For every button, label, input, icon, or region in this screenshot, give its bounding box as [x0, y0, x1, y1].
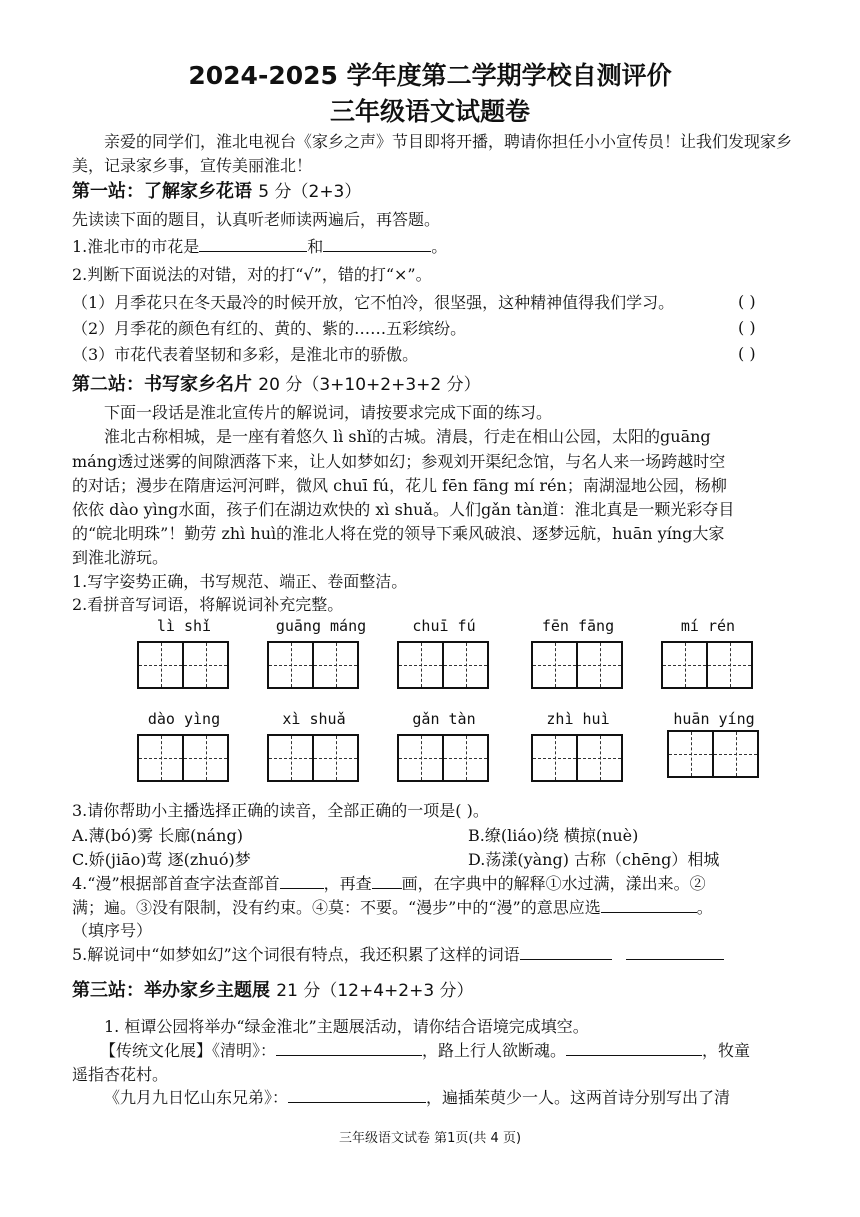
station3-points: 21 分（12+4+2+3 分）	[276, 981, 474, 1001]
writing-cell[interactable]	[712, 730, 759, 778]
s2-q4-line2	[72, 897, 713, 918]
s2-q4-blank-radical[interactable]	[280, 874, 324, 889]
station1-heading	[72, 177, 361, 203]
station2-title: 第二站：书写家乡名片	[72, 374, 252, 395]
writing-cell[interactable]	[442, 734, 489, 782]
writing-cell[interactable]	[442, 641, 489, 689]
writing-cell[interactable]	[706, 641, 753, 689]
page-footer: 三年级语文试卷 第1页(共 4 页)	[338, 1131, 522, 1146]
writing-cell[interactable]	[661, 641, 708, 689]
s1-q1	[72, 236, 447, 257]
s3-l3-text-a: 《九月九日忆山东兄弟》：	[104, 1088, 289, 1107]
intro-paragraph: 亲爱的同学们，淮北电视台《家乡之声》节目即将开播，聘请你担任小小宣传员！让我们发现家乡美，记录家乡事，宣传美丽淮北！	[72, 132, 793, 175]
s2-q4-line3: （填序号）	[72, 921, 153, 940]
s1-q1-blank2[interactable]	[323, 237, 431, 252]
passage-line-4: 依依 dào yìng水面，孩子们在湖边欢快的 xì shuǎ。人们gǎn tàn道：淮北真是一颗光彩夺目	[72, 500, 735, 519]
s2-q4-blank-strokes[interactable]	[372, 874, 402, 889]
pinyin-word	[137, 617, 231, 693]
s1-item-1: （1）月季花只在冬天最冷的时候开放，它不怕冷，很坚强，这种精神值得我们学习。	[72, 293, 675, 312]
s2-q3-option-c[interactable]: C.娇(jiāo)莺 逐(zhuó)梦	[72, 850, 251, 869]
s1-q1-period: 。	[431, 237, 448, 256]
s2-q4-text-b: ，再查	[323, 874, 372, 893]
station3-title: 第三站：举办家乡主题展	[72, 980, 270, 1001]
writing-cell[interactable]	[531, 641, 578, 689]
s1-item-3-answer[interactable]: ( )	[738, 344, 756, 363]
pinyin-label: gǎn tàn	[412, 710, 476, 728]
pinyin-word	[667, 710, 761, 786]
station2-heading	[72, 370, 481, 396]
pinyin-label: huān yíng	[673, 710, 755, 728]
s2-q3-option-d[interactable]: D.荡漾(yàng) 古称（chēng）相城	[468, 850, 720, 869]
station2-intro: 下面一段话是淮北宣传片的解说词，请按要求完成下面的练习。	[104, 403, 553, 422]
s2-q3-option-b[interactable]: B.缭(liáo)绕 横掠(nuè)	[468, 826, 639, 845]
exam-title-line1: 2024-2025 学年度第二学期学校自测评价	[188, 61, 672, 90]
s1-item-1-answer[interactable]: ( )	[738, 292, 756, 311]
s3-l1-text-c: ，牧童	[702, 1041, 751, 1060]
s1-q2: 2.判断下面说法的对错，对的打“√”，错的打“×”。	[72, 265, 432, 284]
pinyin-label: xì shuǎ	[282, 710, 346, 728]
writing-cell[interactable]	[576, 734, 623, 782]
writing-cell[interactable]	[531, 734, 578, 782]
station1-instruction: 先读读下面的题目，认真听老师读两遍后，再答题。	[72, 210, 441, 229]
passage-line-5: 的“皖北明珠”！勤劳 zhì huì的淮北人将在党的领导下乘风破浪、逐梦远航，huān yíng大家	[72, 524, 725, 543]
pinyin-word	[661, 617, 755, 693]
s3-blank2[interactable]	[566, 1041, 702, 1056]
s2-q1: 1.写字姿势正确，书写规范、端正、卷面整洁。	[72, 572, 408, 591]
s2-q4-line1	[72, 873, 706, 894]
station1-title: 第一站：了解家乡花语	[72, 181, 252, 202]
s3-l3-text-b: ，遍插茱萸少一人。这两首诗分别写出了清	[426, 1088, 731, 1107]
pinyin-label: chuī fú	[412, 617, 476, 635]
writing-cell[interactable]	[397, 641, 444, 689]
pinyin-label: mí rén	[680, 617, 736, 635]
pinyin-label: guāng máng	[275, 617, 367, 635]
pinyin-word	[397, 617, 491, 693]
station2-points: 20 分（3+10+2+3+2 分）	[258, 375, 481, 395]
writing-cell[interactable]	[267, 734, 314, 782]
s2-q5-blank2[interactable]	[626, 945, 724, 960]
writing-cell[interactable]	[312, 641, 359, 689]
s2-q4-text-d: 满；遍。③没有限制，没有约束。④莫：不要。“漫步”中的“漫”的意思应选	[72, 898, 601, 917]
pinyin-label: zhì huì	[546, 710, 610, 728]
writing-cell[interactable]	[397, 734, 444, 782]
station1-points: 5 分（2+3）	[258, 182, 362, 202]
s2-q4-text-c: 画，在字典中的解释①水过满，漾出来。②	[401, 874, 706, 893]
pinyin-word	[267, 710, 361, 786]
s3-blank3[interactable]	[288, 1088, 426, 1103]
s2-q4-text-a: 4.“漫”根据部首查字法查部首	[72, 874, 280, 893]
writing-cell[interactable]	[267, 641, 314, 689]
pinyin-word	[531, 617, 625, 693]
writing-cell[interactable]	[667, 730, 714, 778]
s1-q1-and: 和	[307, 237, 324, 256]
s2-q4-period: 。	[696, 898, 713, 917]
writing-cell[interactable]	[576, 641, 623, 689]
writing-cell[interactable]	[182, 734, 229, 782]
s3-l1-text-b: ，路上行人欲断魂。	[422, 1041, 567, 1060]
pinyin-label: lì shǐ	[156, 617, 212, 635]
s2-q5	[72, 944, 724, 965]
s3-line3	[104, 1087, 730, 1108]
s2-q4-blank-meaning[interactable]	[601, 898, 697, 913]
s3-blank1[interactable]	[276, 1041, 422, 1056]
pinyin-label: dào yìng	[147, 710, 221, 728]
writing-cell[interactable]	[182, 641, 229, 689]
writing-cell[interactable]	[312, 734, 359, 782]
s3-q1: 1. 桓谭公园将举办“绿金淮北”主题展活动，请你结合语境完成填空。	[104, 1017, 589, 1036]
pinyin-word	[397, 710, 491, 786]
s1-item-2-answer[interactable]: ( )	[738, 318, 756, 337]
writing-cell[interactable]	[137, 641, 184, 689]
s2-q2: 2.看拼音写词语，将解说词补充完整。	[72, 595, 344, 614]
s3-line2: 遥指杏花村。	[72, 1065, 169, 1084]
s2-q3: 3.请你帮助小主播选择正确的读音，全部正确的一项是( )。	[72, 801, 489, 820]
pinyin-word	[267, 617, 367, 693]
s3-l1-text-a: 【传统文化展】《清明》：	[100, 1041, 277, 1060]
passage-line-1: 淮北古称相城，是一座有着悠久 lì shǐ的古城。清晨，行走在相山公园，太阳的guāng	[104, 427, 711, 446]
s1-item-3: （3）市花代表着坚韧和多彩，是淮北市的骄傲。	[72, 345, 419, 364]
writing-cell[interactable]	[137, 734, 184, 782]
s2-q3-option-a[interactable]: A.薄(bó)雾 长廊(náng)	[72, 826, 243, 845]
s1-item-2: （2）月季花的颜色有红的、黄的、紫的……五彩缤纷。	[72, 319, 467, 338]
s1-q1-text: 1.淮北市的市花是	[72, 237, 200, 256]
passage-line-2: máng透过迷雾的间隙洒落下来，让人如梦如幻；参观刘开渠纪念馆，与名人来一场跨越时空	[72, 452, 726, 471]
station3-heading	[72, 976, 474, 1002]
s2-q5-text: 5.解说词中“如梦如幻”这个词很有特点，我还积累了这样的词语	[72, 945, 520, 964]
s3-line1	[100, 1040, 750, 1061]
s2-q5-blank1[interactable]	[520, 945, 612, 960]
pinyin-word	[531, 710, 625, 786]
passage-line-6: 到淮北游玩。	[72, 548, 169, 567]
pinyin-label: fēn fāng	[541, 617, 615, 635]
exam-title-line2: 三年级语文试题卷	[329, 97, 530, 126]
s1-q1-blank1[interactable]	[199, 237, 307, 252]
passage-line-3: 的对话；漫步在隋唐运河河畔，微风 chuī fú，花儿 fēn fāng mí rén；南湖湿地公园，杨柳	[72, 476, 727, 495]
pinyin-word	[137, 710, 231, 786]
